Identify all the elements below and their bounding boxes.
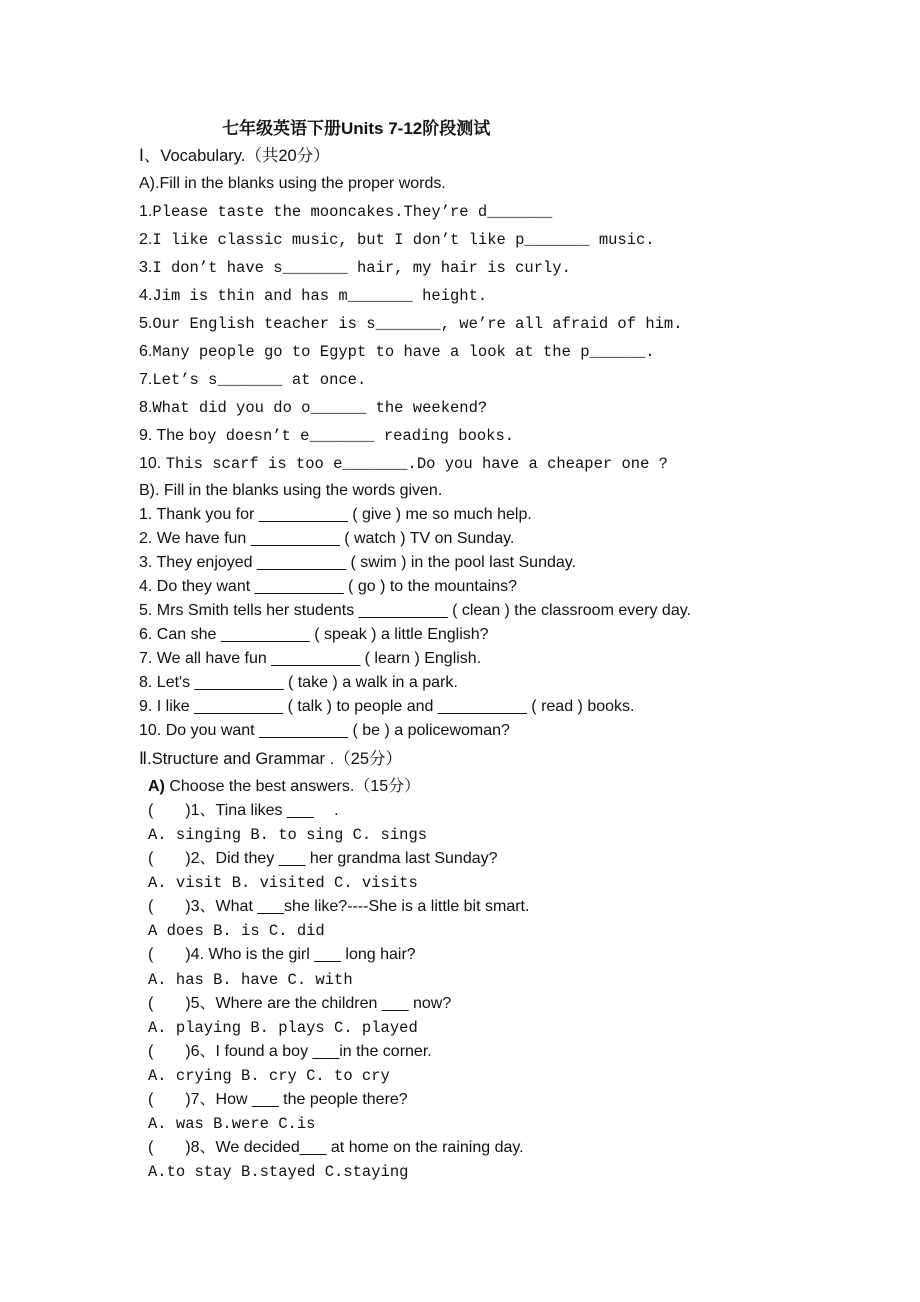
- item-number: 5.: [139, 315, 153, 332]
- item-text: Please taste the mooncakes.They’re d_______: [152, 203, 553, 221]
- fill-item: 8. Let's __________ ( take ) a walk in a park.: [139, 674, 458, 691]
- vocab-item: [139, 286, 487, 306]
- vocab-item: [139, 398, 487, 418]
- item-number: 4.: [139, 287, 153, 304]
- page-title: 七年级英语下册Units 7-12阶段测试: [222, 119, 491, 138]
- item-text: Let’s s_______ at once.: [152, 371, 367, 389]
- question: ( )1、Tina likes ___ .: [148, 802, 339, 819]
- vocab-item: [139, 202, 552, 222]
- item-number: 7.: [139, 371, 153, 388]
- vocab-item: [139, 426, 514, 446]
- item-number: 3.: [139, 259, 153, 276]
- fill-item: 2. We have fun __________ ( watch ) TV on Sunday.: [139, 530, 515, 547]
- question-options: A does B. is C. did: [148, 922, 325, 940]
- item-text: boy doesn’t e_______ reading books.: [188, 427, 515, 445]
- question-options: A.to stay B.stayed C.staying: [148, 1163, 409, 1181]
- fill-item: 1. Thank you for __________ ( give ) me so much help.: [139, 506, 532, 523]
- part-label: A): [148, 778, 165, 795]
- section2-partA-instruction: [148, 777, 420, 797]
- item-number: 8.: [139, 399, 153, 416]
- section1-heading: Ⅰ、Vocabulary.（共20分）: [139, 147, 330, 165]
- item-number: 2.: [139, 231, 153, 248]
- part-instruction: Choose the best answers.（15分）: [164, 778, 421, 795]
- section1-partB-instruction: B). Fill in the blanks using the words given.: [139, 482, 443, 499]
- fill-item: 6. Can she __________ ( speak ) a little English?: [139, 626, 489, 643]
- fill-item: 3. They enjoyed __________ ( swim ) in the pool last Sunday.: [139, 554, 577, 571]
- item-text: I don’t have s_______ hair, my hair is curly.: [152, 259, 571, 277]
- question: ( )7、How ___ the people there?: [148, 1091, 408, 1108]
- item-text: Many people go to Egypt to have a look at the p______.: [152, 343, 655, 361]
- item-number: 6.: [139, 343, 153, 360]
- question: ( )5、Where are the children ___ now?: [148, 995, 452, 1012]
- fill-item: 5. Mrs Smith tells her students __________ ( clean ) the classroom every day.: [139, 602, 691, 619]
- item-number: 10.: [139, 455, 162, 472]
- item-number: 9. The: [139, 427, 185, 444]
- question: ( )2、Did they ___ her grandma last Sunday?: [148, 850, 498, 867]
- item-text: Jim is thin and has m_______ height.: [152, 287, 488, 305]
- fill-item: 4. Do they want __________ ( go ) to the mountains?: [139, 578, 518, 595]
- question: ( )6、I found a boy ___in the corner.: [148, 1043, 432, 1060]
- item-text: This scarf is too e_______.Do you have a cheaper one ?: [165, 455, 668, 473]
- item-number: 1.: [139, 203, 153, 220]
- question: ( )4. Who is the girl ___ long hair?: [148, 946, 416, 963]
- vocab-item: [139, 230, 655, 250]
- question-options: A. singing B. to sing C. sings: [148, 826, 428, 844]
- fill-item: 9. I like __________ ( talk ) to people and __________ ( read ) books.: [139, 698, 635, 715]
- vocab-item: [139, 342, 655, 362]
- question-options: A. crying B. cry C. to cry: [148, 1067, 390, 1085]
- vocab-item: [139, 258, 571, 278]
- question: ( )3、What ___she like?----She is a little bit smart.: [148, 898, 530, 915]
- question-options: A. has B. have C. with: [148, 971, 353, 989]
- fill-item: 7. We all have fun __________ ( learn ) English.: [139, 650, 482, 667]
- item-text: I like classic music, but I don’t like p_______ music.: [152, 231, 655, 249]
- vocab-item: [139, 370, 366, 390]
- item-text: Our English teacher is s_______, we’re all afraid of him.: [152, 315, 683, 333]
- section2-heading: Ⅱ.Structure and Grammar .（25分）: [139, 750, 403, 768]
- fill-item: 10. Do you want __________ ( be ) a policewoman?: [139, 722, 510, 739]
- question-options: A. was B.were C.is: [148, 1115, 316, 1133]
- vocab-item: [139, 454, 668, 474]
- question-options: A. visit B. visited C. visits: [148, 874, 418, 892]
- vocab-item: [139, 314, 683, 334]
- question: ( )8、We decided___ at home on the raining day.: [148, 1139, 524, 1156]
- item-text: What did you do o______ the weekend?: [152, 399, 488, 417]
- section1-partA-instruction: A).Fill in the blanks using the proper words.: [139, 175, 446, 192]
- question-options: A. playing B. plays C. played: [148, 1019, 418, 1037]
